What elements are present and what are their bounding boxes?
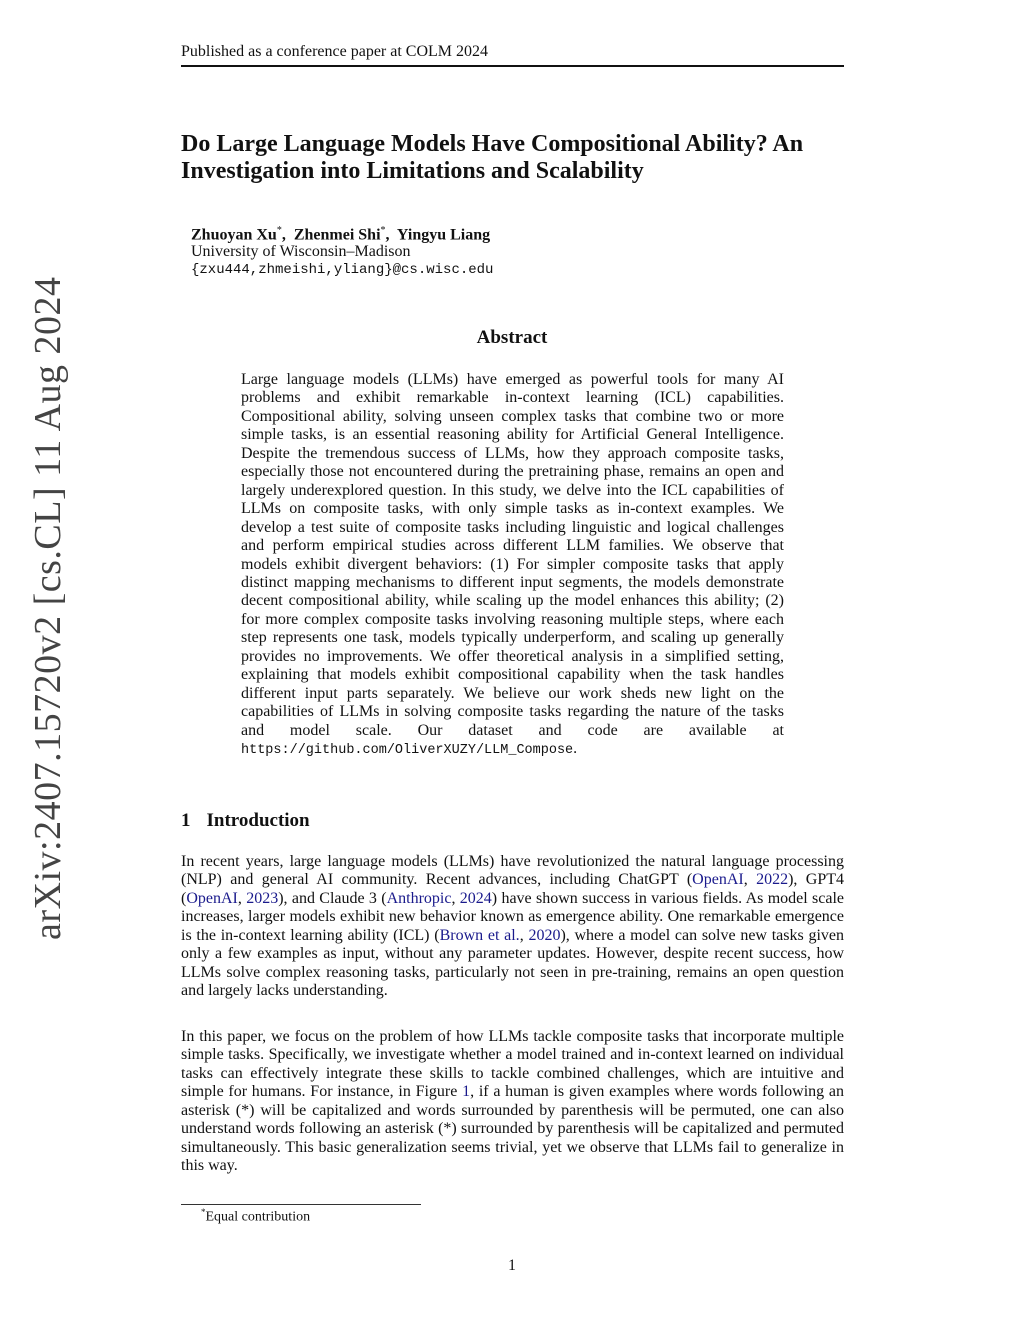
text: ), GPT4 ( [181,871,844,907]
abstract-end: . [573,740,578,758]
header-rule [181,65,844,67]
citation-link[interactable]: 2020 [528,926,561,944]
footnote-mark: * [201,1207,206,1217]
citation-link[interactable]: 2023 [246,889,279,907]
text: , [451,889,460,907]
footnote [201,1207,310,1226]
citation-link[interactable]: Anthropic [386,889,452,907]
author-list: Zhuoyan Xu*, Zhenmei Shi*, Yingyu Liang [191,225,491,244]
code-link[interactable]: https://github.com/OliverXUZY/LLM_Compose [241,743,574,759]
intro-paragraph-1 [181,853,844,1001]
text: In this paper, we focus on the problem of how LLMs tackle composite tasks that incorporate multiple simple tasks. Specifically, we investigate whether a model trained and in-context learned on individual tasks can effectively integrate these skills to tackle combined challenges, which are intuitive and simple for humans. For instance, in Figure [181,1028,844,1101]
intro-paragraph-2 [181,1028,844,1176]
page-number: 1 [508,1257,516,1274]
text: , [519,926,529,944]
citation-link[interactable]: Brown et al. [439,926,520,944]
author-name: Zhenmei Shi [293,226,381,244]
abstract-heading: Abstract [476,327,548,348]
section-number: 1 [181,810,191,831]
footnote-text: Equal contribution [205,1209,311,1225]
figure-link[interactable]: 1 [462,1083,471,1101]
citation-link[interactable]: 2022 [756,871,789,889]
citation-link[interactable]: OpenAI [692,871,744,889]
text: In recent years, large language models (LLMs) have revolutionized the natural language processing (NLP) and general AI community. Recent advances, including ChatGPT ( [181,853,844,889]
affiliation: University of Wisconsin–Madison [191,243,411,260]
paper-title: Do Large Language Models Have Compositional Ability? An Investigation into Limitations and Scalability [181,131,804,184]
citation-link[interactable]: OpenAI [186,889,238,907]
text: , [743,871,757,889]
author-name: Zhuoyan Xu [191,226,277,244]
abstract-body-text: Large language models (LLMs) have emerged as powerful tools for many AI problems and exhibit remarkable in-context learning (ICL) capabilities. Compositional ability, solving unseen complex tasks that combine two or more simple tasks, is an essential reasoning ability for Artificial General Intelligence. Despite the tremendous success of LLMs, how they approach composite tasks, especially those not encountered during the pretraining phase, remains an open and largely underexplored question. In this study, we delve into the ICL capabilities of LLMs on composite tasks, with only simple tasks as in-context examples. We develop a test suite of composite tasks including linguistic and logical challenges and perform empirical studies across different LLM families. We observe that models exhibit divergent behaviors: (1) For simpler composite tasks that apply distinct mapping mechanisms to different input segments, the models demonstrate decent compositional ability, while scaling up the model enhances this ability; (2) for more complex composite tasks involving reasoning multiple steps, where each step represents one task, models typically underperform, and scaling up generally provides no improvements. We offer theoretical analysis in a simplified setting, explaining that models exhibit compositional capability when the task handles different input parts separately. We believe our work sheds new light on the capabilities of LLMs in solving composite tasks regarding the nature of the tasks and model scale. Our dataset and code are available at [241,371,784,739]
equal-contribution-mark: * [380,225,386,236]
section-title: Introduction [206,810,310,831]
text: ), and Claude 3 ( [278,889,387,907]
running-header: Published as a conference paper at COLM 2024 [181,43,489,60]
text: ), where a model can solve new tasks given only a few examples as input, without any parameter updates. However, despite recent success, how LLMs solve complex reasoning tasks, particularly not seen in pre-training, remains an open question and largely lacks understanding. [181,926,845,1000]
arxiv-identifier: arXiv:2407.15720v2 [cs.CL] 11 Aug 2024 [27,276,69,940]
text: ) have shown success in various fields. As model scale increases, larger models exhibit new behavior known as emergence ability. One remarkable emergence is the in-context learning ability (ICL) ( [181,889,844,944]
abstract-text [241,371,784,761]
author-name: Yingyu Liang [396,226,491,244]
footnote-rule [181,1204,421,1205]
equal-contribution-mark: * [276,225,282,236]
author-emails: {zxu444,zhmeishi,yliang}@cs.wisc.edu [191,262,494,278]
citation-link[interactable]: 2024 [459,889,492,907]
text: , if a human is given examples where words following an asterisk (*) will be capitalized and words surrounded by parenthesis will be permuted, one can also understand words following an asterisk (*) surrounded by parenthesis will be capitalized and permuted simultaneously. This basic generalization seems trivial, yet we observe that LLMs fail to generalize in this way. [181,1083,844,1175]
text: , [237,889,247,907]
section-heading-introduction [181,810,310,832]
